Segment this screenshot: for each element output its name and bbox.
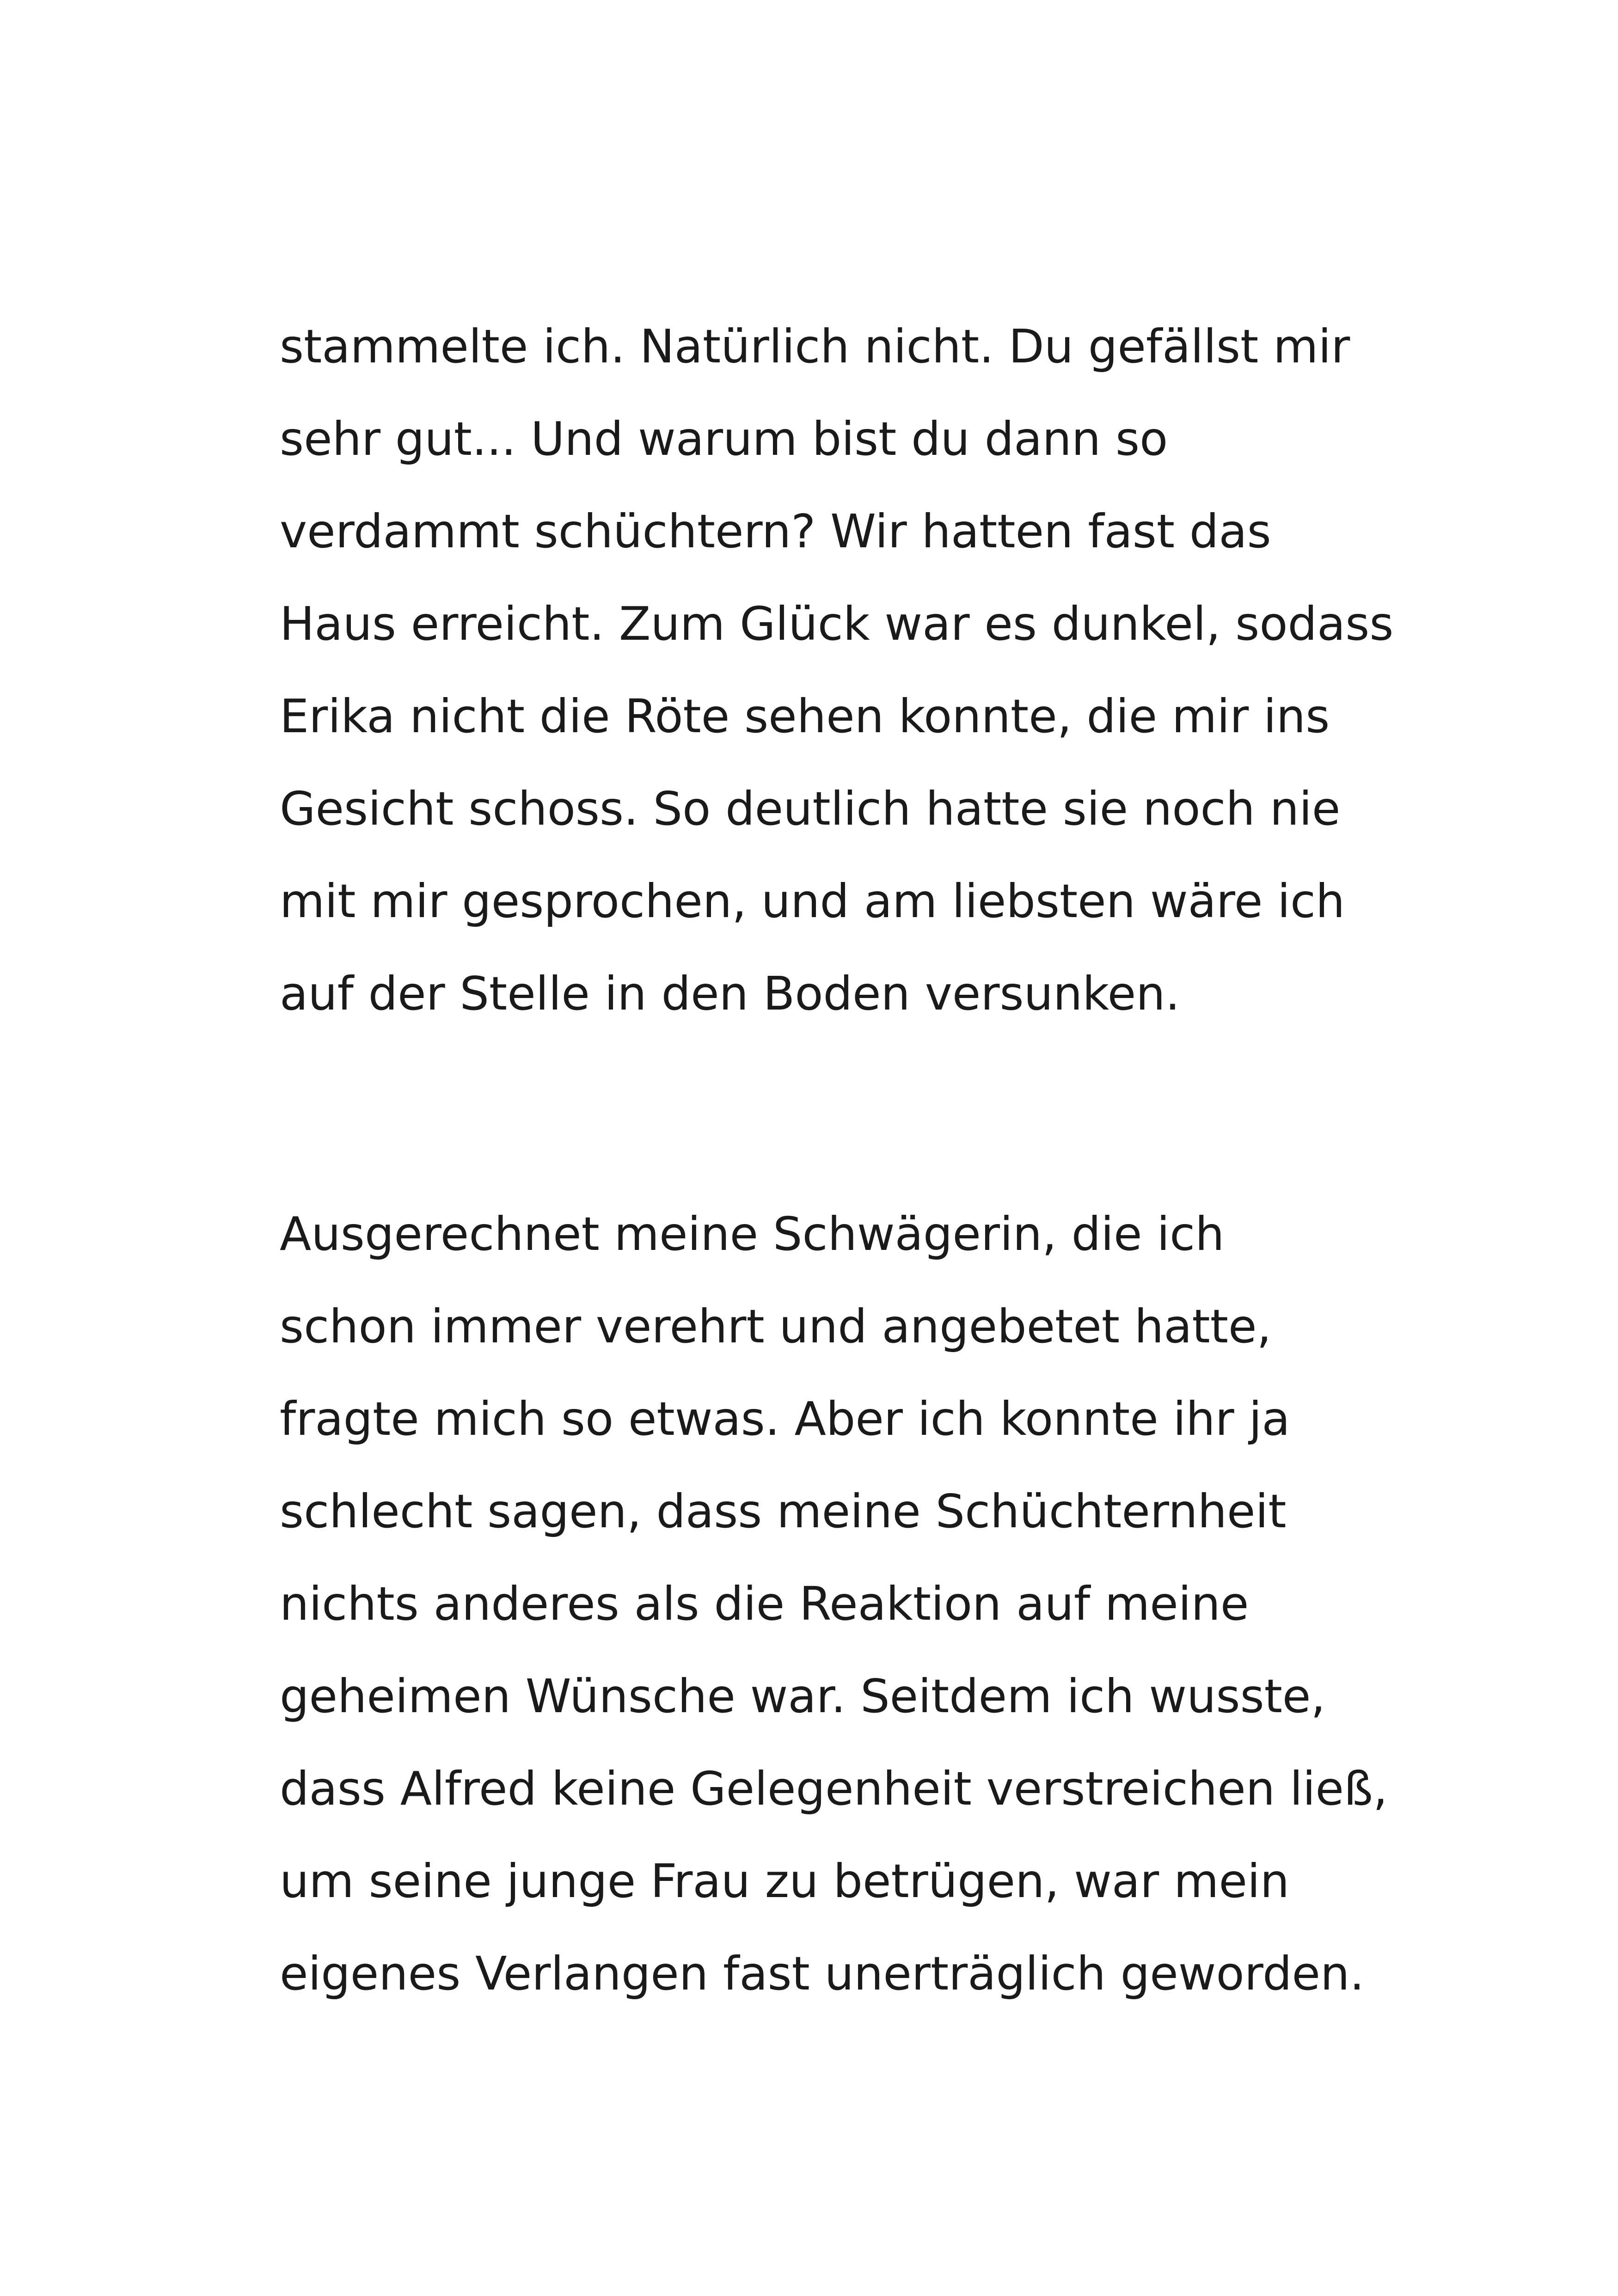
text-line: Gesicht schoss. So deutlich hatte sie noch nie bbox=[280, 782, 1341, 836]
text-line: eigenes Verlangen fast unerträglich geworden. bbox=[280, 1947, 1365, 2001]
text-line: Ausgerechnet meine Schwägerin, die ich bbox=[280, 1207, 1225, 1261]
text-line: verdammt schüchtern? Wir hatten fast das bbox=[280, 504, 1271, 558]
text-line: stammelte ich. Natürlich nicht. Du gefällst mir bbox=[280, 319, 1350, 373]
text-line: sehr gut... Und warum bist du dann so bbox=[280, 412, 1168, 466]
text-line: auf der Stelle in den Boden versunken. bbox=[280, 967, 1180, 1021]
text-line: Erika nicht die Röte sehen konnte, die mir ins bbox=[280, 689, 1330, 743]
text-line: schlecht sagen, dass meine Schüchternheit bbox=[280, 1484, 1287, 1538]
text-line: mit mir gesprochen, und am liebsten wäre ich bbox=[280, 874, 1345, 928]
text-line: geheimen Wünsche war. Seitdem ich wusste, bbox=[280, 1669, 1326, 1723]
text-line: dass Alfred keine Gelegenheit verstreichen ließ, bbox=[280, 1762, 1388, 1816]
text-line: nichts anderes als die Reaktion auf meine bbox=[280, 1577, 1249, 1631]
text-line: fragte mich so etwas. Aber ich konnte ihr ja bbox=[280, 1392, 1290, 1446]
text-line: schon immer verehrt und angebetet hatte, bbox=[280, 1299, 1272, 1353]
text-line: Haus erreicht. Zum Glück war es dunkel, sodass bbox=[280, 597, 1394, 651]
text-line: um seine junge Frau zu betrügen, war mein bbox=[280, 1854, 1290, 1908]
